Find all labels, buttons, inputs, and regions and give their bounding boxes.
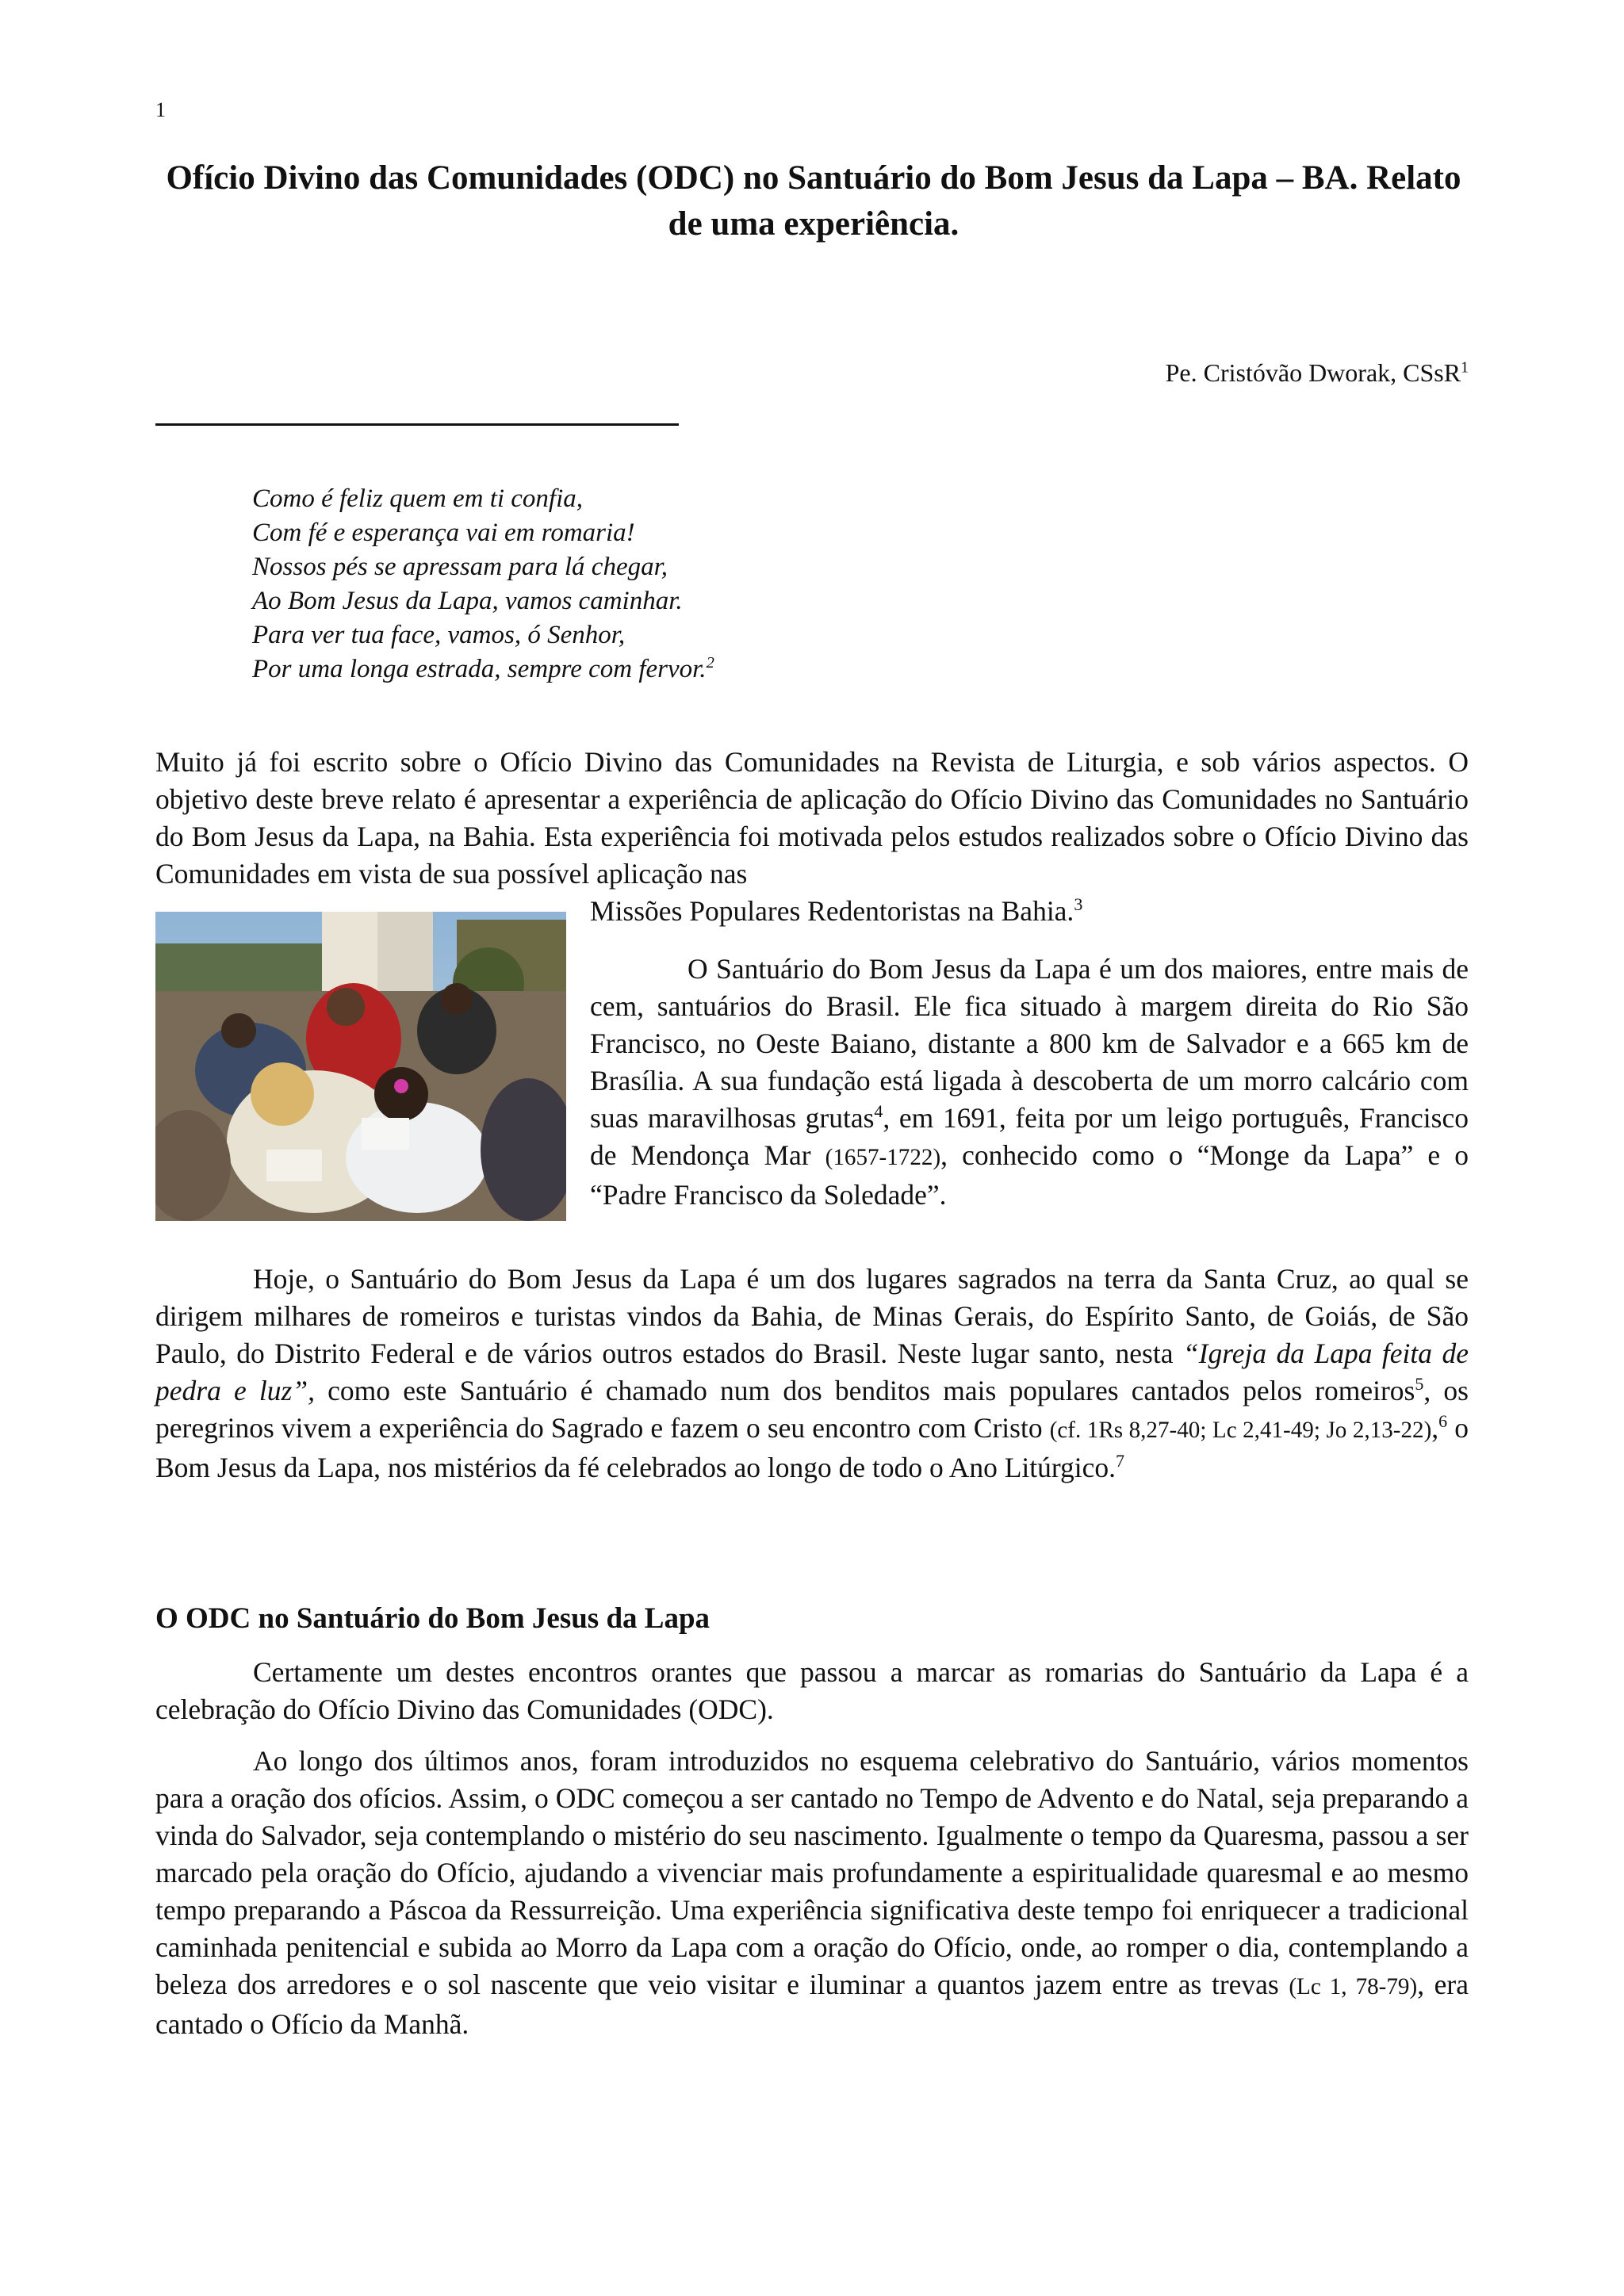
date-range: (1657-1722) bbox=[825, 1145, 941, 1170]
footnote-ref-6[interactable]: 6 bbox=[1438, 1411, 1448, 1432]
footnote-ref-7[interactable]: 7 bbox=[1116, 1451, 1125, 1471]
page-number: 1 bbox=[155, 98, 166, 121]
poem-line: Por uma longa estrada, sempre com fervor.$^2$ bbox=[252, 654, 714, 683]
author-name: Pe. Cristóvão Dworak, CSsR bbox=[1165, 358, 1461, 387]
section-heading: O ODC no Santuário do Bom Jesus da Lapa bbox=[155, 1602, 710, 1635]
poem-line: Nossos pés se apressam para lá chegar, bbox=[252, 553, 668, 581]
section-paragraph-2: Ao longo dos últimos anos, foram introduzidos no esquema celebrativo do Santuário, vários momentos para a oração dos ofícios. Assim, o ODC começou a ser cantado no Tempo de Advento e do Natal, seja preparando a vinda do Salvador, seja contemplando o mistério do seu nascimento. Igualmente o tempo da Quaresma, passou a ser marcado pela oração do Ofício, ajudando a vivenciar mais profundamente a espiritualidade quaresmal e ao mesmo tempo preparando a Páscoa da Ressurreição. Uma experiência significativa deste tempo foi enriquecer a tradicional caminhada penitencial e subida ao Morro da Lapa com a oração do Ofício, onde, ao romper o dia, contemplando a beleza dos arredores e o sol nascente que veio visitar e iluminar a quantos jazem entre as trevas (Lc 1, 78-79), era cantado o Ofício da Manhã. bbox=[155, 1745, 1469, 2040]
poem-line: Ao Bom Jesus da Lapa, vamos caminhar. bbox=[252, 587, 683, 615]
hymn-quote: “Igreja da Lapa feita de pedra e luz”, bbox=[155, 1337, 1469, 1406]
footnote-ref-3[interactable]: 3 bbox=[1074, 894, 1083, 915]
poem-line: Como é feliz quem em ti confia, bbox=[252, 484, 584, 513]
footnote-ref-2[interactable]: 2 bbox=[706, 654, 714, 672]
document-title: Ofício Divino das Comunidades (ODC) no Santuário do Bom Jesus da Lapa – BA. Relato de uma experiência. bbox=[166, 159, 1461, 243]
epigraph-poem bbox=[252, 482, 714, 687]
separator-rule bbox=[155, 423, 679, 426]
poem-line: Para ver tua face, vamos, ó Senhor, bbox=[252, 621, 626, 649]
intro-tail: Missões Populares Redentoristas na Bahia.$^3$ bbox=[590, 894, 1083, 927]
today-paragraph: Hoje, o Santuário do Bom Jesus da Lapa é um dos lugares sagrados na terra da Santa Cruz, ao qual se dirigem milhares de romeiros e turistas vindos da Bahia, de Minas Gerais, do Espírito Santo, de Goiás, de São Paulo, do Distrito Federal e de vários outros estados do Brasil. Neste lugar santo, nesta “Igreja da Lapa feita de pedra e luz”, como este Santuário é chamado num dos benditos mais populares cantados pelos romeiros$^5$, os peregrinos vivem a experiência do Sagrado e fazem o seu encontro com Cristo (cf. 1Rs 8,27-40; Lc 2,41-49; Jo 2,13-22),$^6$ o Bom Jesus da Lapa, nos mistérios da fé celebrados ao longo de todo o Ano Litúrgico.$^7$ bbox=[155, 1263, 1469, 1483]
poem-line: Com fé e esperança vai em romaria! bbox=[252, 519, 635, 547]
bible-reference: (Lc 1, 78-79) bbox=[1289, 1974, 1418, 1999]
pilgrims-photo-image bbox=[155, 912, 566, 1221]
footnote-ref-4[interactable]: 4 bbox=[874, 1101, 883, 1122]
author-line bbox=[1166, 358, 1469, 388]
pilgrims-photo bbox=[155, 912, 566, 1221]
bible-references: (cf. 1Rs 8,27-40; Lc 2,41-49; Jo 2,13-22) bbox=[1049, 1418, 1432, 1443]
footnote-ref-1[interactable]: 1 bbox=[1461, 358, 1469, 377]
intro-paragraph: Muito já foi escrito sobre o Ofício Divino das Comunidades na Revista de Liturgia, e sob vários aspectos. O objetivo deste breve relato é apresentar a experiência de aplicação do Ofício Divino das Comunidades no Santuário do Bom Jesus da Lapa, na Bahia. Esta experiência foi motivada pelos estudos realizados sobre o Ofício Divino das Comunidades em vista de sua possível aplicação nas bbox=[155, 746, 1469, 890]
footnote-ref-5[interactable]: 5 bbox=[1415, 1374, 1424, 1395]
section-paragraph-1: Certamente um destes encontros orantes que passou a marcar as romarias do Santuário da Lapa é a celebração do Ofício Divino das Comunidades (ODC). bbox=[155, 1656, 1469, 1725]
sanctuary-paragraph: O Santuário do Bom Jesus da Lapa é um dos maiores, entre mais de cem, santuários do Brasil. Ele fica situado à margem direita do Rio São Francisco, no Oeste Baiano, distante a 800 km de Salvador e a 665 km de Brasília. A sua fundação está ligada à descoberta de um morro calcário com suas maravilhosas grutas$^4$, em 1691, feita por um leigo português, Francisco de Mendonça Mar (1657-1722), conhecido como o “Monge da Lapa” e o “Padre Francisco da Soledade”. bbox=[590, 953, 1469, 1211]
